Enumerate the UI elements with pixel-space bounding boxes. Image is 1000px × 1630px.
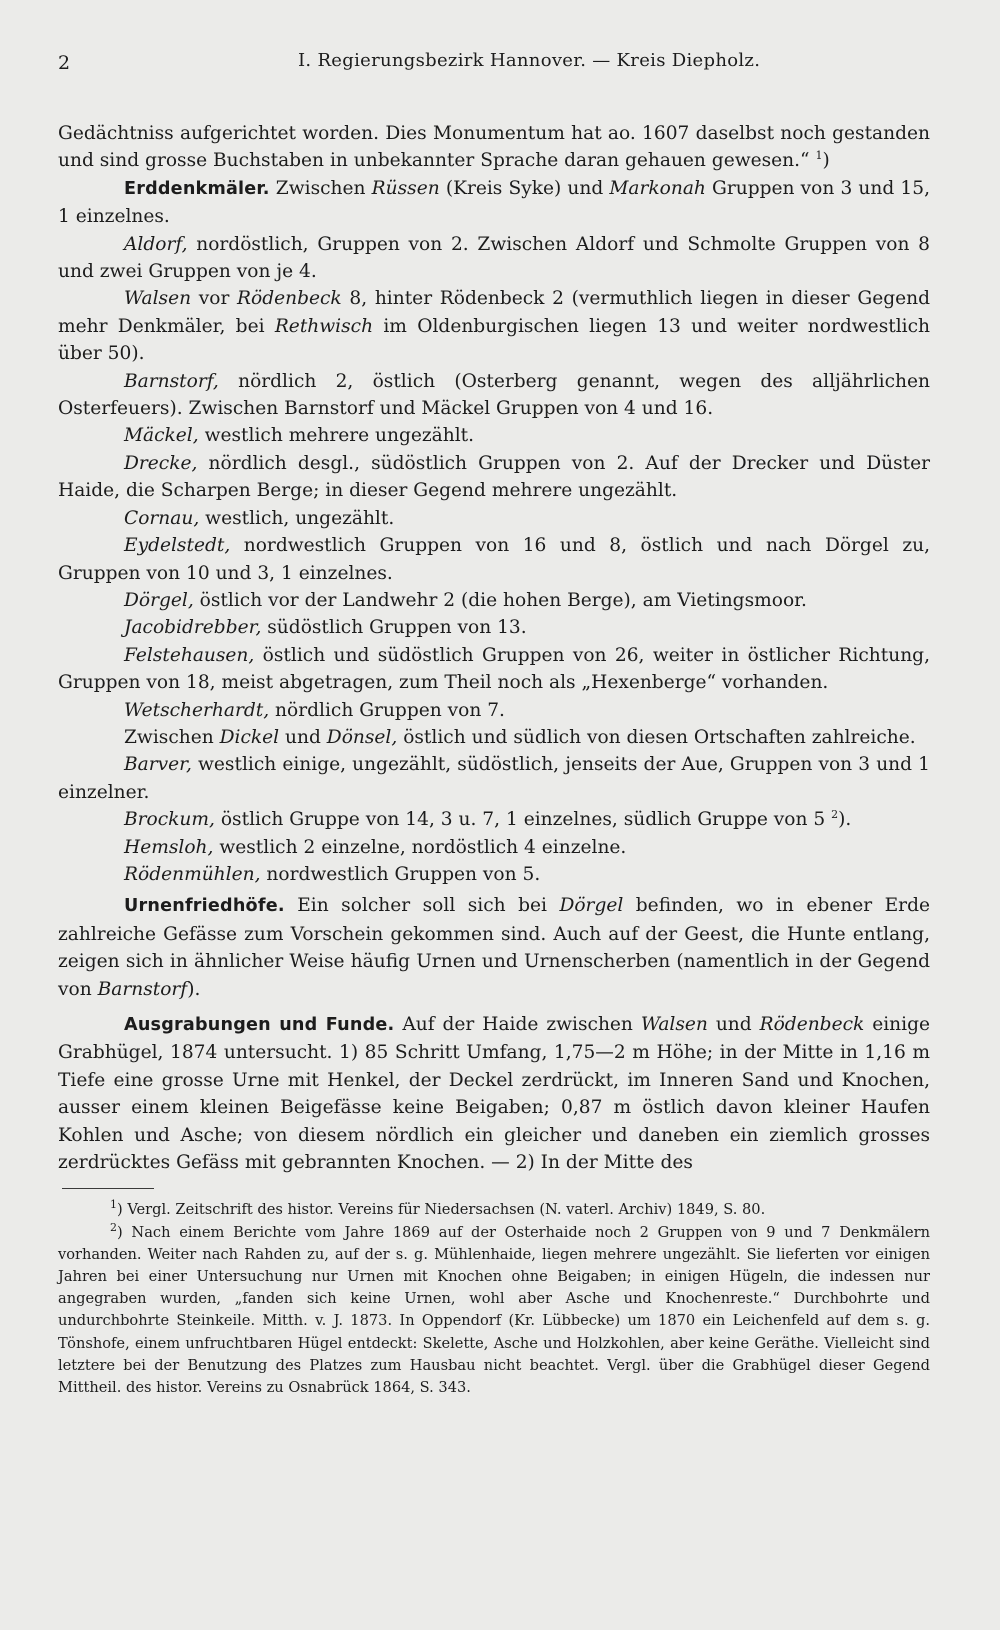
body-text bbox=[58, 120, 930, 1176]
paragraph: Brockum, östlich Gruppe von 14, 3 u. 7, 1 einzelnes, südlich Gruppe von 5 $^2$). bbox=[124, 807, 852, 831]
footnote-ref: 1 bbox=[815, 149, 823, 163]
place-name: Dörgel, bbox=[124, 589, 194, 611]
place-name: Hemsloh, bbox=[124, 836, 214, 858]
place-name: Rödenbeck bbox=[237, 288, 342, 310]
paragraph: Gedächtniss aufgerichtet worden. Dies Monumentum hat ao. 1607 daselbst noch gestanden und sind grosse Buchstaben in unbekannter Sprache daran gehauen gewesen.“ $^1$) bbox=[58, 123, 930, 172]
paragraph: Barver, westlich einige, ungezählt, südöstlich, jenseits der Aue, Gruppen von 3 und 1 einzelner. bbox=[58, 754, 930, 803]
paragraph-urnenfriedhoefe: Urnenfriedhöfe. Ein solcher soll sich bei Dörgel befinden, wo in ebener Erde zahlreiche Gefässe zum Vorschein gekommen sind. Auch auf der Geest, die Hunte entlang, zeigen sich in ähnlicher Weise häufig Urnen und Urnenscherben (namentlich in der Gegend von Barnstorf). bbox=[58, 895, 930, 1000]
place-name: Dickel bbox=[219, 726, 280, 748]
running-head bbox=[58, 40, 930, 80]
paragraph-ausgrabungen: Ausgrabungen und Funde. Auf der Haide zwischen Walsen und Rödenbeck einige Grabhügel, 1874 untersucht. 1) 85 Schritt Umfang, 1,75—2 m Höhe; in der Mitte in 1,16 m Tiefe eine grosse Urne mit Henkel, der Deckel zerdrückt, im Inneren Sand und Knochen, ausser einem kleinen Beigefässe keine Beigaben; 0,87 m östlich davon kleiner Haufen Kohlen und Asche; von diesem nördlich ein gleicher und daneben ein ziemlich grosses zerdrücktes Gefäss mit gebrannten Knochen. — 2) In der Mitte des bbox=[58, 1014, 930, 1174]
paragraph: Cornau, westlich, ungezählt. bbox=[124, 507, 395, 529]
page-number: 2 bbox=[58, 52, 71, 74]
place-name: Cornau, bbox=[124, 507, 200, 529]
paragraph: Jacobidrebber, südöstlich Gruppen von 13. bbox=[124, 617, 527, 639]
paragraph: Mäckel, westlich mehrere ungezählt. bbox=[124, 425, 475, 447]
place-name: Eydelstedt, bbox=[124, 535, 231, 557]
place-name: Walsen bbox=[640, 1014, 708, 1035]
paragraph: Drecke, nördlich desgl., südöstlich Gruppen von 2. Auf der Drecker und Düster Haide, die Scharpen Berge; in dieser Gegend mehrere ungezählt. bbox=[58, 452, 930, 502]
paragraph: Barnstorf, nördlich 2, östlich (Osterberg genannt, wegen des alljährlichen Osterfeuers). Zwischen Barnstorf und Mäckel Gruppen von 4 und 16. bbox=[58, 370, 930, 420]
place-name: Dönsel, bbox=[326, 726, 398, 748]
paragraph: Dörgel, östlich vor der Landwehr 2 (die hohen Berge), am Vietingsmoor. bbox=[124, 589, 807, 611]
footnote: $^2$) Nach einem Berichte vom Jahre 1869 auf der Osterhaide noch 2 Gruppen von 9 und 7 Denkmälern vorhanden. Weiter nach Rahden zu, auf der s. g. Mühlenhaide, liegen mehrere ungezählt. Sie lieferten vor einigen Jahren bei einer Untersuchung nur Urnen mit Knochen ohne Beigaben; in einigen Hügeln, die indessen nur angegraben wurden, „fanden sich keine Urnen, wohl aber Asche und Knochenreste.“ Durchbohrte und undurchbohrte Steinkeile. Mitth. v. J. 1873. In Oppendorf (Kr. Lübbecke) um 1870 ein Leichenfeld auf dem s. g. Tönshofe, einem unfruchtbaren Hügel entdeckt: Skelette, Asche und Holzkohlen, aber keine Geräthe. Vielleicht sind letztere bei der Benutzung des Platzes zum Hausbau nicht beachtet. Vergl. über die Grabhügel dieser Gegend Mittheil. des histor. Vereins zu Osnabrück 1864, S. 343. bbox=[58, 1220, 930, 1397]
place-name: Wetscherhardt, bbox=[124, 699, 270, 721]
footnote-marker: 2 bbox=[110, 1220, 117, 1234]
place-name: Dörgel bbox=[559, 895, 624, 917]
place-name: Brockum, bbox=[124, 809, 215, 831]
place-name: Rödenmühlen, bbox=[124, 863, 261, 885]
paragraph: Eydelstedt, nordwestlich Gruppen von 16 und 8, östlich und nach Dörgel zu, Gruppen von 10 und 3, 1 einzelnes. bbox=[58, 535, 930, 584]
paragraph: Zwischen Dickel und Dönsel, östlich und südlich von diesen Ortschaften zahlreiche. bbox=[124, 726, 916, 748]
footnote: $^1$) Vergl. Zeitschrift des histor. Vereins für Niedersachsen (N. vaterl. Archiv) 1849, S. 80. bbox=[110, 1198, 766, 1219]
place-name: Barver, bbox=[124, 754, 192, 776]
footnote-divider bbox=[62, 1188, 154, 1189]
place-name: Aldorf, bbox=[124, 233, 188, 255]
section-heading: Urnenfriedhöfe. bbox=[124, 896, 285, 917]
paragraph: Aldorf, nordöstlich, Gruppen von 2. Zwischen Aldorf und Schmolte Gruppen von 8 und zwei Gruppen von je 4. bbox=[58, 233, 930, 283]
running-title: I. Regierungsbezirk Hannover. — Kreis Diepholz. bbox=[298, 50, 761, 71]
section-heading: Ausgrabungen und Funde. bbox=[124, 1015, 395, 1035]
place-name: Felstehausen, bbox=[124, 644, 255, 666]
paragraph: Rödenmühlen, nordwestlich Gruppen von 5. bbox=[124, 863, 541, 885]
place-name: Walsen bbox=[124, 288, 192, 310]
section-heading: Erddenkmäler. bbox=[124, 178, 270, 199]
paragraph-erddenkmaeler: Erddenkmäler. Zwischen Rüssen (Kreis Syke) und Markonah Gruppen von 3 und 15, 1 einzelnes. bbox=[58, 177, 930, 228]
place-name: Barnstorf bbox=[97, 978, 188, 1000]
paragraph: Wetscherhardt, nördlich Gruppen von 7. bbox=[124, 699, 505, 721]
place-name: Rödenbeck bbox=[759, 1014, 865, 1035]
place-name: Mäckel, bbox=[124, 425, 199, 447]
paragraph: Walsen vor Rödenbeck 8, hinter Rödenbeck 2 (vermuthlich liegen in dieser Gegend mehr Denkmäler, bei Rethwisch im Oldenburgischen liegen 13 und weiter nordwestlich über 50). bbox=[58, 288, 930, 365]
paragraph: Hemsloh, westlich 2 einzelne, nordöstlich 4 einzelne. bbox=[124, 836, 627, 858]
place-name: Drecke, bbox=[124, 452, 198, 474]
place-name: Markonah bbox=[609, 177, 706, 199]
footnote-marker: 1 bbox=[110, 1198, 117, 1212]
place-name: Rüssen bbox=[371, 177, 440, 199]
paragraph: Felstehausen, östlich und südöstlich Gruppen von 26, weiter in östlicher Richtung, Gruppen von 18, meist abgetragen, zum Theil noch als „Hexenberge“ vorhanden. bbox=[58, 644, 930, 694]
place-name: Barnstorf, bbox=[124, 370, 219, 392]
footnotes bbox=[58, 1199, 930, 1399]
place-name: Jacobidrebber, bbox=[124, 617, 262, 639]
place-name: Rethwisch bbox=[274, 315, 374, 337]
footnote-ref: 2 bbox=[831, 807, 839, 821]
